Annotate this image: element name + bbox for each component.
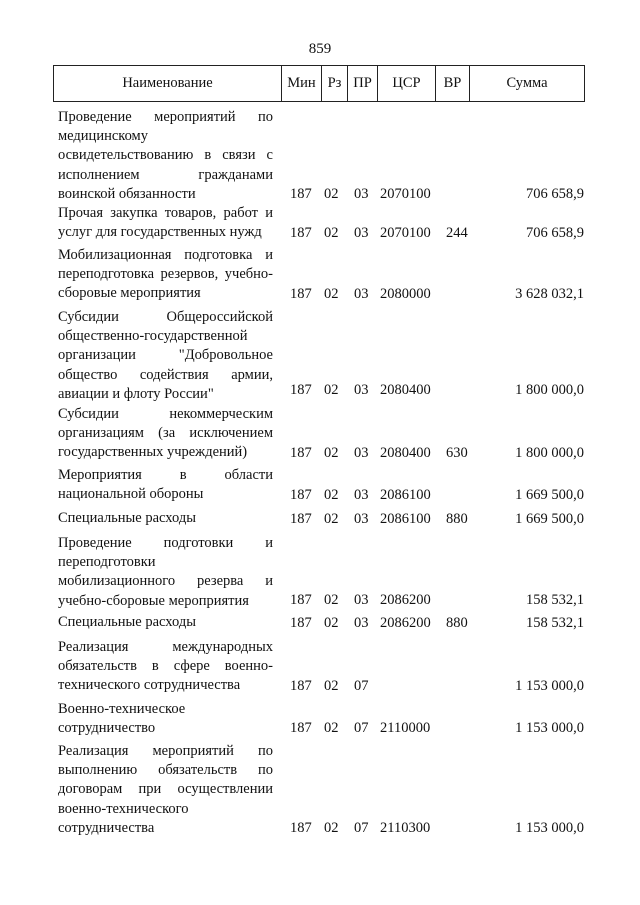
row-rz: 02 [324, 224, 339, 241]
row-sum: 706 658,9 [526, 224, 584, 241]
row-sum: 1 153 000,0 [515, 719, 584, 736]
row-csr: 2086100 [380, 510, 431, 527]
table-row [58, 534, 588, 610]
row-rz: 02 [324, 719, 339, 736]
row-sum: 1 669 500,0 [515, 486, 584, 503]
table-row [58, 509, 588, 529]
row-sum: 158 532,1 [526, 591, 584, 608]
table-row [58, 405, 588, 463]
row-min: 187 [290, 510, 312, 527]
row-vr: 880 [446, 614, 468, 631]
row-sum: 158 532,1 [526, 614, 584, 631]
row-rz: 02 [324, 185, 339, 202]
row-min: 187 [290, 719, 312, 736]
row-name: Мероприятия в области национальной обороны [58, 467, 273, 503]
row-sum: 1 153 000,0 [515, 819, 584, 836]
table-row [58, 308, 588, 400]
row-name: Субсидии Общероссийской общественно-государственной организации "Добровольное общество содействия армии, авиации и флоту России" [58, 309, 273, 402]
header-vr: ВР [436, 66, 470, 101]
row-sum: 1 800 000,0 [515, 444, 584, 461]
table-row [58, 700, 588, 738]
row-min: 187 [290, 224, 312, 241]
row-min: 187 [290, 591, 312, 608]
row-pr: 03 [354, 381, 369, 398]
header-csr: ЦСР [378, 66, 436, 101]
row-pr: 03 [354, 285, 369, 302]
row-rz: 02 [324, 381, 339, 398]
row-name: Специальные расходы [58, 510, 196, 526]
row-sum: 1 800 000,0 [515, 381, 584, 398]
row-pr: 03 [354, 591, 369, 608]
row-name: Специальные расходы [58, 614, 196, 630]
header-min: Мин [282, 66, 322, 101]
header-name: Наименование [54, 66, 282, 101]
row-csr: 2086200 [380, 614, 431, 631]
row-vr: 630 [446, 444, 468, 461]
row-sum: 3 628 032,1 [515, 285, 584, 302]
row-min: 187 [290, 614, 312, 631]
row-pr: 03 [354, 614, 369, 631]
row-pr: 03 [354, 444, 369, 461]
row-rz: 02 [324, 510, 339, 527]
row-csr: 2110000 [380, 719, 431, 736]
row-rz: 02 [324, 591, 339, 608]
row-name: Проведение мероприятий по медицинскому освидетельствованию в связи с исполнением гражданами воинской обязанности [58, 109, 273, 202]
row-pr: 03 [354, 486, 369, 503]
row-csr: 2070100 [380, 185, 431, 202]
header-rz: Рз [322, 66, 348, 101]
row-csr: 2110300 [380, 819, 431, 836]
row-name: Мобилизационная подготовка и переподготовка резервов, учебно-сборовые мероприятия [58, 247, 273, 302]
table-row [58, 466, 588, 505]
row-name: Субсидии некоммерческим организациям (за исключением государственных учреждений) [58, 406, 273, 461]
row-rz: 02 [324, 285, 339, 302]
row-pr: 07 [354, 677, 369, 694]
row-rz: 02 [324, 819, 339, 836]
row-min: 187 [290, 819, 312, 836]
row-sum: 1 153 000,0 [515, 677, 584, 694]
header-pr: ПР [348, 66, 378, 101]
row-min: 187 [290, 185, 312, 202]
row-pr: 07 [354, 819, 369, 836]
row-rz: 02 [324, 444, 339, 461]
row-rz: 02 [324, 677, 339, 694]
table-row [58, 638, 588, 696]
row-csr: 2080000 [380, 285, 431, 302]
row-rz: 02 [324, 614, 339, 631]
table-row [58, 108, 588, 204]
row-pr: 07 [354, 719, 369, 736]
row-pr: 03 [354, 185, 369, 202]
page-number: 859 [308, 41, 332, 57]
row-name: Реализация мероприятий по выполнению обязательств по договорам при осуществлении военно-технического сотрудничества [58, 743, 273, 836]
row-csr: 2080400 [380, 444, 431, 461]
row-rz: 02 [324, 486, 339, 503]
table-row [58, 204, 588, 243]
row-min: 187 [290, 381, 312, 398]
table-row [58, 246, 588, 304]
table-row [58, 742, 588, 838]
row-min: 187 [290, 486, 312, 503]
row-sum: 706 658,9 [526, 185, 584, 202]
row-sum: 1 669 500,0 [515, 510, 584, 527]
row-name: Реализация международных обязательств в сфере военно-технического сотрудничества [58, 639, 273, 694]
row-pr: 03 [354, 224, 369, 241]
row-name: Военно-техническое сотрудничество [58, 701, 186, 737]
header-sum: Сумма [506, 75, 548, 91]
row-name: Проведение подготовки и переподготовки мобилизационного резерва и учебно-сборовые мероприятия [58, 535, 273, 609]
row-pr: 03 [354, 510, 369, 527]
row-min: 187 [290, 677, 312, 694]
table-row [58, 613, 588, 633]
row-csr: 2070100 [380, 224, 431, 241]
row-min: 187 [290, 285, 312, 302]
row-min: 187 [290, 444, 312, 461]
row-vr: 880 [446, 510, 468, 527]
row-csr: 2080400 [380, 381, 431, 398]
row-csr: 2086100 [380, 486, 431, 503]
row-name: Прочая закупка товаров, работ и услуг для государственных нужд [58, 205, 273, 241]
row-vr: 244 [446, 224, 468, 241]
row-csr: 2086200 [380, 591, 431, 608]
